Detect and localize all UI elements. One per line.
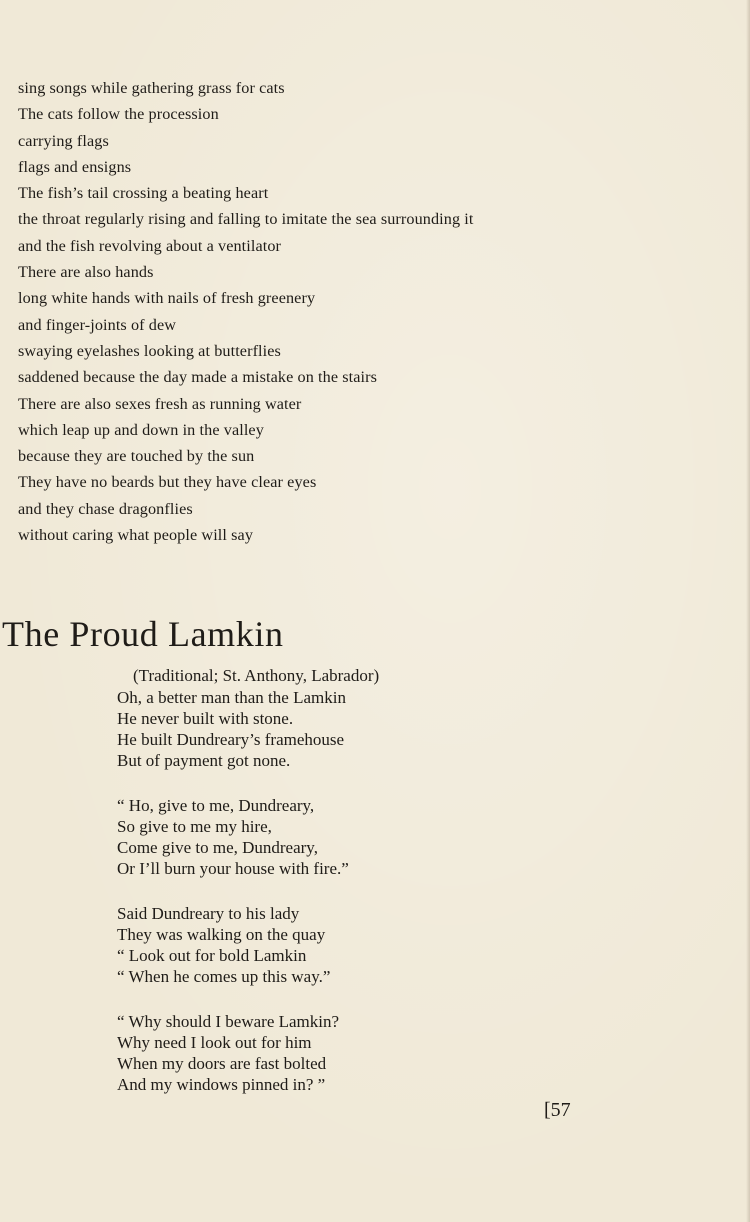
page-edge-shadow [746, 0, 750, 1222]
poem-line: carrying flags [18, 131, 109, 150]
ballad-line: They was walking on the quay [117, 925, 326, 944]
poem-line: There are also sexes fresh as running water [18, 394, 302, 413]
ballad-line: But of payment got none. [117, 751, 291, 770]
ballad-line: When my doors are fast bolted [117, 1054, 327, 1073]
poem-line: saddened because the day made a mistake on the stairs [18, 368, 378, 387]
stanza [117, 795, 617, 879]
ballad-line: He built Dundreary’s framehouse [117, 730, 345, 749]
ballad-line: “ Look out for bold Lamkin [117, 946, 307, 965]
ballad-body [117, 687, 617, 1119]
ballad-line: So give to me my hire, [117, 817, 272, 836]
poem-line: without caring what people will say [18, 526, 254, 545]
poem-line: swaying eyelashes looking at butterflies [18, 341, 281, 360]
poem-line: and the fish revolving about a ventilator [18, 236, 282, 255]
ballad-line: He never built with stone. [117, 709, 294, 728]
poem-line: and finger-joints of dew [18, 315, 177, 334]
poem-line: which leap up and down in the valley [18, 420, 264, 439]
poem-line: and they chase dragonflies [18, 499, 193, 518]
ballad-line: And my windows pinned in? ” [117, 1075, 326, 1094]
stanza [117, 1011, 617, 1095]
ballad-line: “ When he comes up this way.” [117, 967, 331, 986]
page-number: [57 [544, 1099, 571, 1121]
poem-line: They have no beards but they have clear eyes [18, 473, 317, 492]
ballad-line: Oh, a better man than the Lamkin [117, 688, 346, 707]
ballad-line: “ Ho, give to me, Dundreary, [117, 796, 315, 815]
ballad-title: The Proud Lamkin [2, 614, 284, 654]
poem-line: flags and ensigns [18, 157, 132, 176]
poem-line: sing songs while gathering grass for cats [18, 79, 285, 97]
ballad-subtitle: (Traditional; St. Anthony, Labrador) [133, 666, 380, 685]
poem-line: long white hands with nails of fresh greenery [18, 289, 316, 308]
poem-line: The cats follow the procession [18, 105, 219, 124]
stanza [117, 687, 617, 771]
poem-line: There are also hands [18, 263, 154, 282]
poem-line: because they are touched by the sun [18, 447, 255, 466]
ballad-line: “ Why should I beware Lamkin? [117, 1012, 340, 1031]
poem-line: The fish’s tail crossing a beating heart [18, 184, 269, 203]
ballad-line: Said Dundreary to his lady [117, 904, 300, 923]
ballad-line: Why need I look out for him [117, 1033, 312, 1052]
poem-continuation [18, 75, 738, 548]
ballad-line: Come give to me, Dundreary, [117, 838, 318, 857]
stanza [117, 903, 617, 987]
poem-line: the throat regularly rising and falling to imitate the sea surrounding it [18, 210, 474, 229]
ballad-line: Or I’ll burn your house with fire.” [117, 859, 349, 878]
